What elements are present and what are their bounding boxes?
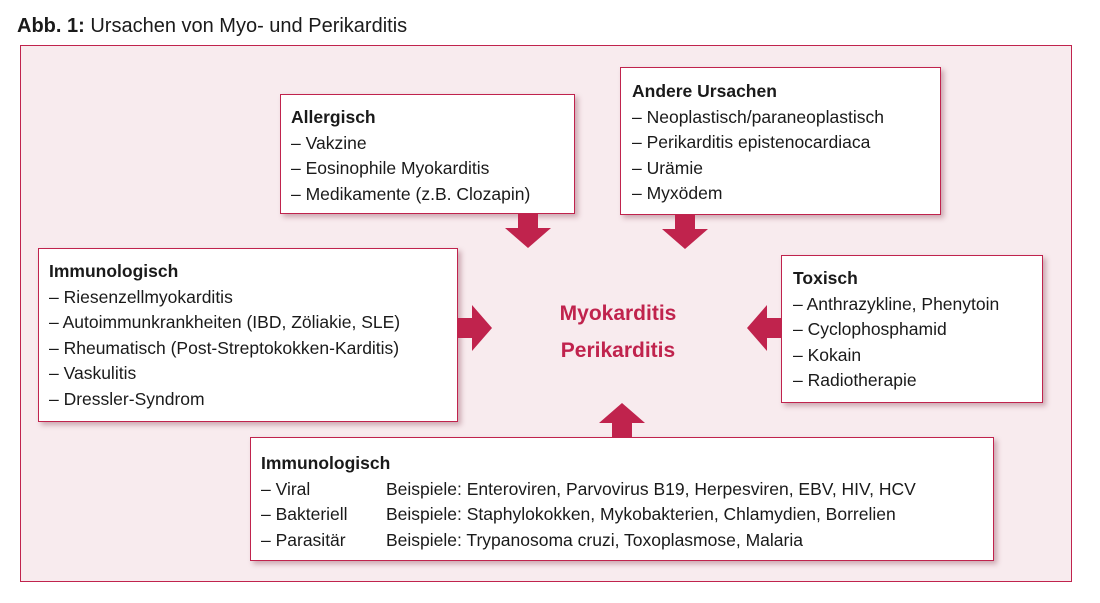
list-item: – Anthrazykline, Phenytoin <box>793 293 1000 314</box>
table-cell-category: – Parasitär <box>261 529 346 550</box>
box-allergic-heading: Allergisch <box>291 107 376 127</box>
box-allergic-list <box>291 131 574 208</box>
center-label <box>526 295 710 369</box>
box-toxic-list <box>793 292 1042 394</box>
table-row <box>261 528 916 554</box>
center-label-line2: Perikarditis <box>560 339 676 362</box>
list-item: – Autoimmunkrankheiten (IBD, Zöliakie, SLE) <box>49 312 401 333</box>
table-row <box>261 502 916 528</box>
figure-label: Abb. 1: <box>17 15 85 37</box>
box-other-causes-list <box>632 105 940 207</box>
box-infectious <box>250 437 994 561</box>
list-item: – Medikamente (z.B. Clozapin) <box>291 183 531 204</box>
list-item: – Vakzine <box>291 132 367 153</box>
table-cell-examples: Beispiele: Trypanosoma cruzi, Toxoplasmose, Malaria <box>386 529 803 550</box>
figure-title-text: Ursachen von Myo- und Perikarditis <box>90 15 408 37</box>
arrow-down-icon <box>662 215 708 249</box>
list-item: – Cyclophosphamid <box>793 319 947 340</box>
box-infectious-table <box>261 477 916 554</box>
table-cell-category: – Viral <box>261 478 311 499</box>
arrow-up-icon <box>599 403 645 437</box>
box-other-causes <box>620 67 941 215</box>
box-infectious-heading: Immunologisch <box>261 453 391 473</box>
list-item: – Vaskulitis <box>49 363 137 384</box>
list-item: – Dressler-Syndrom <box>49 388 205 409</box>
list-item: – Radiotherapie <box>793 370 917 391</box>
box-toxic <box>781 255 1043 403</box>
box-other-causes-heading: Andere Ursachen <box>632 81 777 101</box>
table-cell-examples: Beispiele: Staphylokokken, Mykobakterien, Chlamydien, Borrelien <box>386 504 896 525</box>
list-item: – Neoplastisch/paraneoplastisch <box>632 106 884 127</box>
box-toxic-heading: Toxisch <box>793 268 858 288</box>
list-item: – Rheumatisch (Post-Streptokokken-Karditis) <box>49 337 400 358</box>
arrow-down-icon <box>505 214 551 248</box>
arrow-left-icon <box>747 305 781 351</box>
list-item: – Urämie <box>632 157 703 178</box>
list-item: – Kokain <box>793 344 862 365</box>
list-item: – Perikarditis epistenocardiaca <box>632 132 871 153</box>
list-item: – Eosinophile Myokarditis <box>291 158 490 179</box>
figure-title <box>17 14 407 38</box>
center-label-line1: Myokarditis <box>559 302 677 325</box>
table-cell-category: – Bakteriell <box>261 504 348 525</box>
box-allergic <box>280 94 575 214</box>
list-item: – Riesenzellmyokarditis <box>49 286 233 307</box>
box-immunological-heading: Immunologisch <box>49 261 179 281</box>
arrow-right-icon <box>458 305 492 351</box>
list-item: – Myxödem <box>632 183 723 204</box>
table-row <box>261 477 916 503</box>
table-cell-examples: Beispiele: Enteroviren, Parvovirus B19, Herpesviren, EBV, HIV, HCV <box>386 478 916 499</box>
box-immunological <box>38 248 458 422</box>
box-immunological-list <box>49 285 457 413</box>
